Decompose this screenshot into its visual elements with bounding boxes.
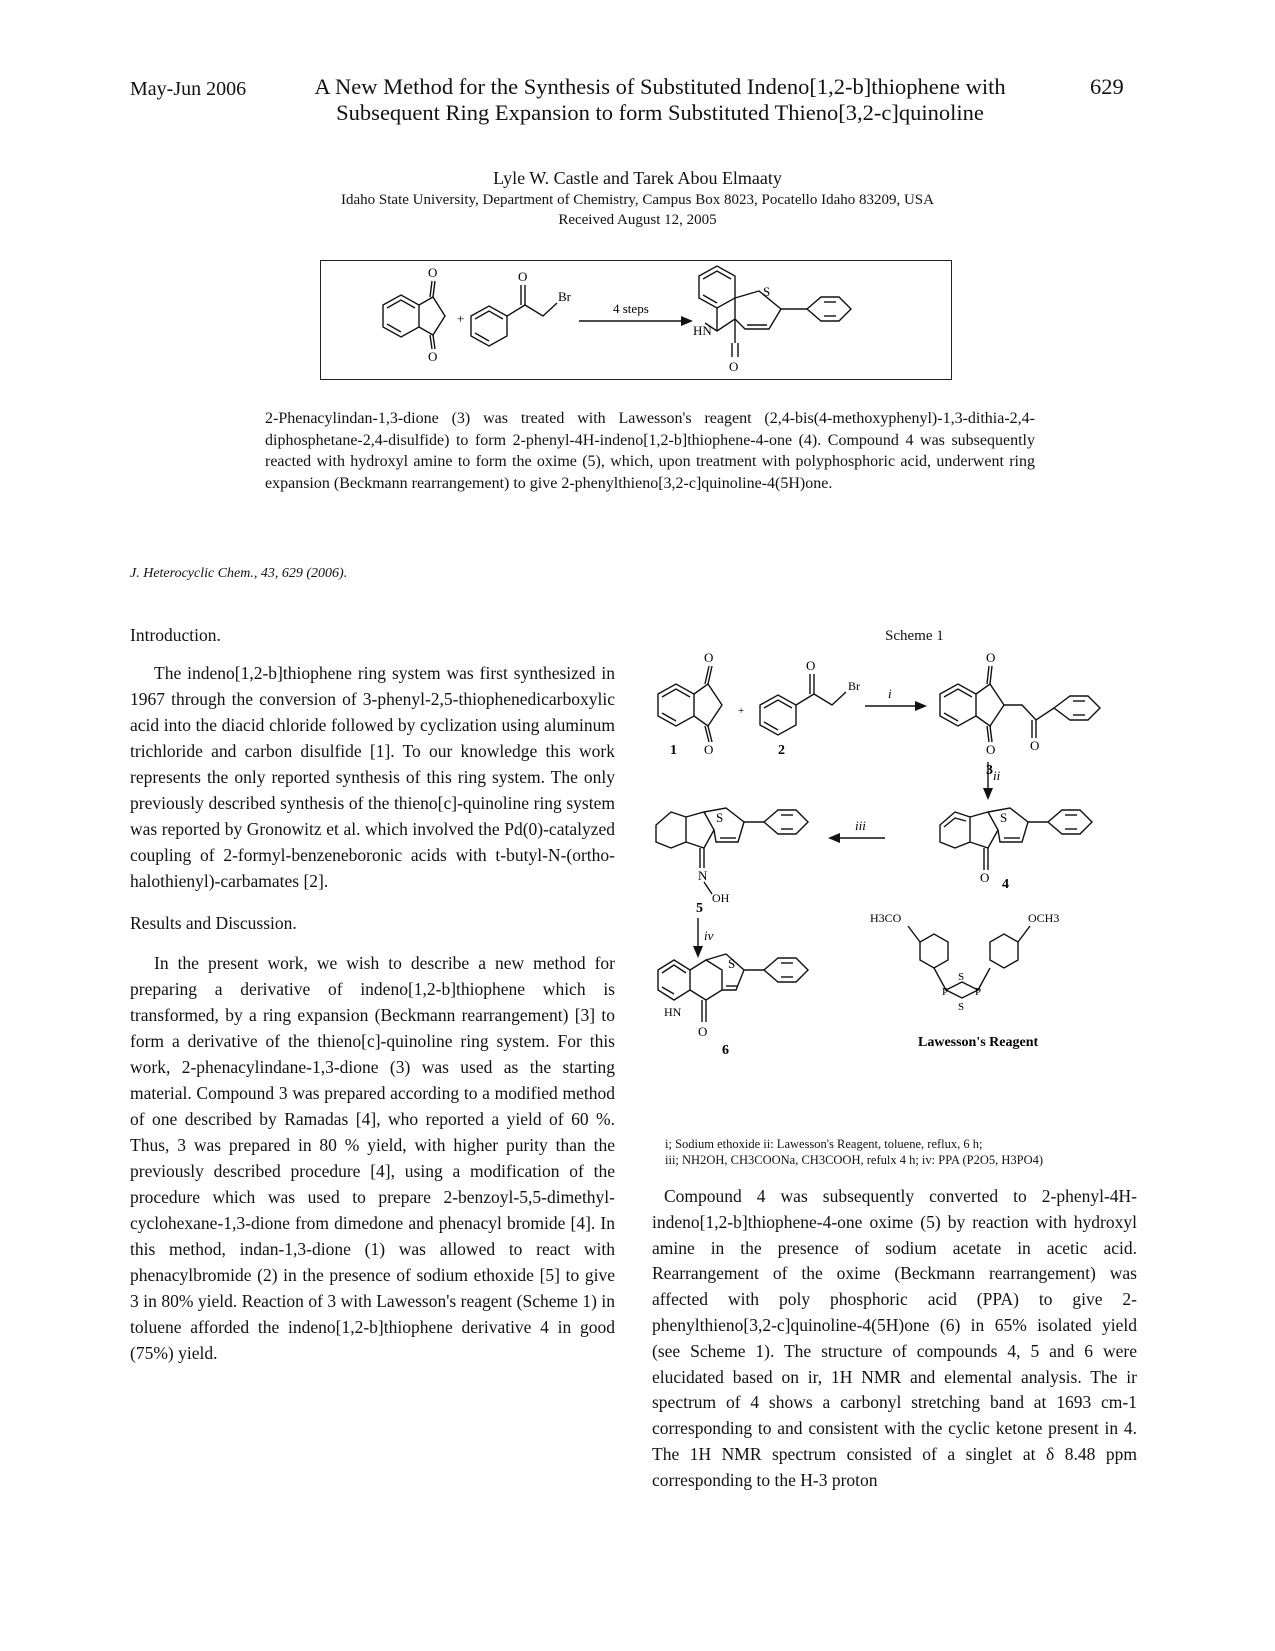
step-i: i: [888, 686, 892, 701]
ga-arrow-label: 4 steps: [613, 301, 649, 316]
c5-s: S: [716, 810, 724, 825]
c5-n: N: [698, 868, 708, 883]
authors: Lyle W. Castle and Tarek Abou Elmaaty: [493, 168, 782, 188]
introduction-paragraph: The indeno[1,2-b]thiophene ring system was first synthesized in 1967 through the conversion of 3-phenyl-2,5-thiophenedicarboxylic acid into the diacid chloride followed by cyclization using aluminum trichloride and carbon disulfide [1]. To our knowledge this work represents the only reported synthesis of this ring system. The only previously described synthesis of the thieno[c]-quinoline ring system was reported by Gronowitz et al. which involved the Pd(0)-catalyzed coupling of 2-formyl-benzeneboronic acids with t-butyl-N-(ortho-halothienyl)-carbamates [2].: [130, 663, 615, 891]
abstract: 2-Phenacylindan-1,3-dione (3) was treated with Lawesson's reagent (2,4-bis(4-methoxyphenyl)-1,3-dithia-2,4-diphosphetane-2,4-disulfide) to form 2-phenyl-4H-indeno[1,2-b]thiophene-4-one (4). Compound 4 was subsequently reacted with hydroxyl amine to form the oxime (5), which, upon treatment with polyphosphoric acid, underwent ring expansion (Beckmann rearrangement) to give 2-phenylthieno[3,2-c]quinoline-4(5H)one.: [265, 410, 1035, 492]
ga-atom-s: S: [763, 284, 771, 299]
c6-s: S: [728, 956, 736, 971]
c3-o-top: O: [986, 650, 996, 665]
label-3: 3: [986, 763, 993, 778]
ga-atom-o-ketone: O: [518, 269, 528, 284]
scheme-note: [665, 1136, 1155, 1168]
scheme-note-line-2: iii; NH2OH, CH3COONa, CH3COOH, refulx 4 h; iv: PPA (P2O5, H3PO4): [665, 1153, 1044, 1167]
article-title: [270, 74, 1050, 126]
scheme-title: Scheme 1: [885, 628, 944, 644]
right-paragraph: Compound 4 was subsequently converted to 2-phenyl-4H-indeno[1,2-b]thiophene-4-one oxime (5) by reaction with hydroxyl amine in the presence of sodium acetate in acetic acid. Rearrangement of the oxime (Beckmann rearrangement) was affected with poly phosphoric acid (PPA) to give 2-phenylthieno[3,2-c]quinoline-4(5H)one (6) in 65% isolated yield (see Scheme 1). The structure of compounds 4, 5 and 6 were elucidated based on ir, 1H NMR and elemental analysis. The ir spectrum of 4 shows a carbonyl stretching band at 1693 cm-1 corresponding to and consistent with the cyclic ketone present in 4. The 1H NMR spectrum consisted of a singlet at δ 8.48 ppm corresponding to the H-3 proton: [652, 1186, 1137, 1490]
graphical-abstract: [320, 260, 952, 380]
c1-o-top: O: [704, 650, 714, 665]
c6-hn: HN: [664, 1005, 682, 1019]
c5-oh: OH: [712, 891, 730, 905]
graphical-abstract-diagram: [321, 261, 951, 379]
scheme-diagram: [650, 650, 1150, 1120]
title-line-1: A New Method for the Synthesis of Substituted Indeno[1,2-b]thiophene with: [314, 74, 1006, 99]
results-heading: Results and Discussion.: [130, 913, 297, 933]
ga-atom-o-top: O: [428, 265, 438, 280]
right-column: [652, 1184, 1137, 1494]
step-iii: iii: [855, 818, 866, 833]
citation: J. Heterocyclic Chem., 43, 629 (2006).: [130, 566, 348, 581]
title-line-2: Subsequent Ring Expansion to form Substituted Thieno[3,2-c]quinoline: [336, 100, 984, 125]
left-column: [130, 622, 615, 1366]
ga-atom-br: Br: [558, 289, 571, 304]
c6-o: O: [698, 1024, 708, 1039]
step-iv: iv: [704, 928, 714, 943]
ga-atom-o-bottom: O: [428, 349, 438, 364]
ga-plus: +: [457, 311, 465, 326]
scheme-1: [650, 650, 1150, 1120]
c4-o: O: [980, 870, 990, 885]
c2-br: Br: [848, 679, 860, 693]
journal-issue: May-Jun 2006: [130, 78, 247, 100]
lawesson-s-bottom: S: [958, 1001, 965, 1013]
label-6: 6: [722, 1043, 729, 1058]
label-4: 4: [1002, 877, 1009, 892]
lawesson-s-top: S: [958, 971, 965, 983]
label-2: 2: [778, 743, 785, 758]
label-1: 1: [670, 743, 677, 758]
c1-o-bottom: O: [704, 742, 714, 757]
lawesson-p-right: P: [975, 986, 982, 998]
ga-atom-hn: HN: [693, 323, 712, 338]
c2-o: O: [806, 658, 816, 673]
ga-atom-o-amide: O: [729, 359, 739, 374]
lawesson-h3co: H3CO: [870, 911, 902, 925]
introduction-heading: Introduction.: [130, 625, 221, 645]
c3-o-ketone: O: [1030, 738, 1040, 753]
scheme-note-line-1: i; Sodium ethoxide ii: Lawesson's Reagent, toluene, reflux, 6 h;: [665, 1137, 983, 1151]
label-5: 5: [696, 901, 703, 916]
scheme-plus: +: [738, 705, 745, 717]
lawesson-p-left: P: [942, 986, 949, 998]
results-paragraph: In the present work, we wish to describe a new method for preparing a derivative of indeno[1,2-b]thiophene which is transformed, by a ring expansion (Beckmann rearrangement) [3] to form a derivative of the thieno[c]-quinoline ring system. For this work, 2-phenacylindane-1,3-dione (3) was used as the starting material. Compound 3 was prepared according to a modified method of one described by Ramadas [4], who reported a yield of 60 %. Thus, 3 was prepared in 80 % yield, with higher purity than the previously described procedure [4], using a modification of the procedure which was used to prepare 2-benzoyl-5,5-dimethyl-cyclohexane-1,3-dione from dimedone and phenacyl bromide [4]. In this method, indan-1,3-dione (1) was allowed to react with phenacylbromide (2) in the presence of sodium ethoxide [5] to give 3 in 80% yield. Reaction of 3 with Lawesson's reagent (Scheme 1) in toluene afforded the indeno[1,2-b]thiophene derivative 4 in good (75%) yield.: [130, 953, 615, 1363]
c4-s: S: [1000, 810, 1008, 825]
affiliation: Idaho State University, Department of Chemistry, Campus Box 8023, Pocatello Idaho 83209, USA: [341, 192, 934, 208]
lawesson-label: Lawesson's Reagent: [918, 1035, 1039, 1050]
lawesson-och3: OCH3: [1028, 911, 1060, 925]
step-ii: ii: [993, 768, 1001, 783]
page-number: 629: [1090, 74, 1124, 99]
received-date: Received August 12, 2005: [558, 212, 717, 228]
c3-o-bottom: O: [986, 742, 996, 757]
